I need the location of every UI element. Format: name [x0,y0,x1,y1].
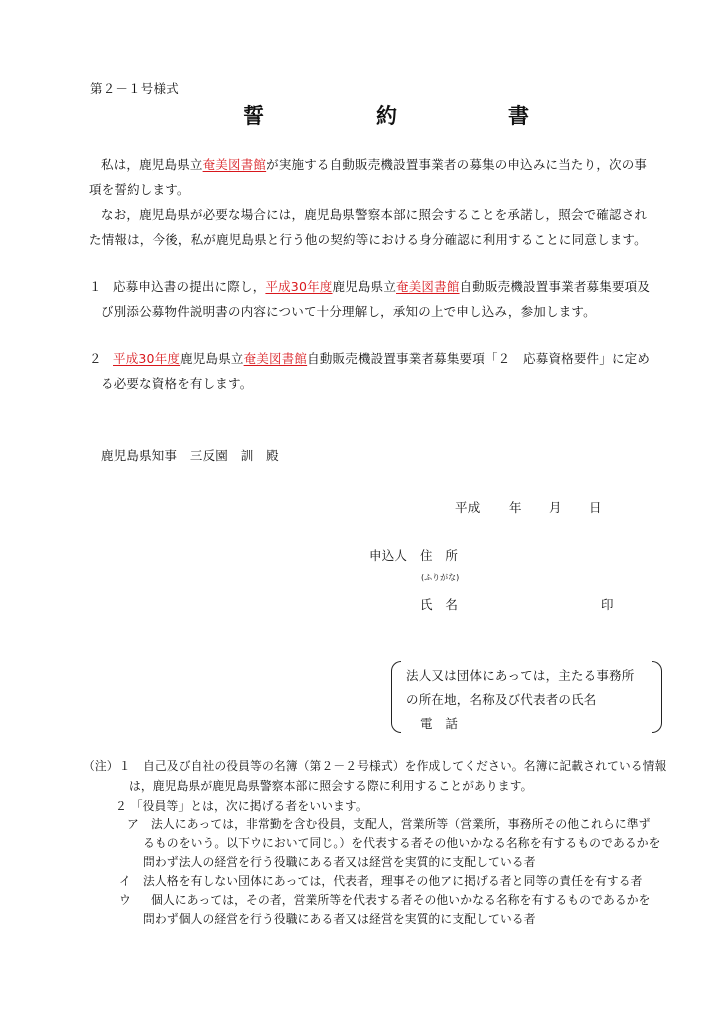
intro-text: が実施する自動販売機設置事業者の募集の申込みに当たり，次の事 [266,157,648,172]
note-a-line-3: 問わず法人の経営を行う役職にある者又は経営を実質的に支配している者 [143,855,536,869]
highlight-fiscal-year: 平成30年度 [113,351,181,366]
note-a-line-2: るものをいう。以下ウにおいて同じ。）を代表する者その他いかなる名称を有するものであるかを [143,836,661,850]
intro-line-1 [101,155,647,173]
item-text: 鹿児島県立 [332,279,397,294]
seal-mark: 印 [601,597,614,612]
notes-label: （注）１ [83,759,131,773]
note-box-line-1: 法人又は団体にあっては，主たる事務所 [406,668,635,683]
item-2-line-2: る必要な資格を有します。 [101,376,253,391]
date-month: 月 [549,500,562,515]
item-text: 自動販売機設置事業者募集要項及 [459,279,651,294]
item-1-number: １ [89,279,102,294]
highlight-library-name: 奄美図書館 [396,279,460,294]
form-number: 第２－１号様式 [90,81,179,96]
title-char-2: 約 [376,104,397,128]
furigana-label: (ふりがな) [421,573,460,582]
name-label: 氏 名 [420,597,459,612]
item-text: 鹿児島県立 [180,351,244,366]
item-text: 自動販売機設置事業者募集要項「２ 応募資格要件」に定め [307,351,651,366]
item-1-line-1 [113,277,650,295]
highlight-fiscal-year: 平成30年度 [265,279,333,294]
addressee: 鹿児島県知事 三反園 訓 殿 [101,448,279,463]
item-2-number: ２ [89,351,102,366]
address-label: 住 所 [420,548,459,563]
note-i-line-1: 法人格を有しない団体にあっては，代表者，理事その他アに掲げる者と同等の責任を有する者 [143,874,643,888]
title-char-3: 書 [508,104,529,128]
item-2-line-1 [113,349,650,367]
note-1-line-1: 自己及び自社の役員等の名簿（第２－２号様式）を作成してください。名簿に記載されている情報 [143,759,667,773]
date-year: 年 [509,500,522,515]
note-i-mark: イ [119,874,131,888]
intro-line-2: 項を誓約します。 [89,182,190,197]
item-text: 応募申込書の提出に際し， [113,279,266,294]
note-2-heading: ２ 「役員等」とは，次に掲げる者をいいます。 [115,799,368,813]
date-day: 日 [589,500,602,515]
applicant-label: 申込人 [369,548,408,563]
note-u-mark: ウ [119,893,131,907]
intro-line-4: た情報は，今後，私が鹿児島県と行う他の契約等における身分確認に利用することに同意します。 [89,232,647,247]
highlight-library-name: 奄美図書館 [243,351,308,366]
note-box-phone: 電 話 [420,716,459,731]
note-1-line-2: は，鹿児島県が鹿児島県警察本部に照会する際に利用することがあります。 [129,779,533,793]
intro-text: 私は，鹿児島県立 [101,157,203,172]
highlight-library-name: 奄美図書館 [202,157,267,172]
note-u-line-1: 個人にあっては，その者，営業所等を代表する者その他いかなる名称を有するものであるかを [151,893,651,907]
note-u-line-2: 問わず個人の経営を行う役職にある者又は経営を実質的に支配している者 [143,912,536,926]
intro-line-3: なお，鹿児島県が必要な場合には，鹿児島県警察本部に照会することを承諾し，照会で確認され [101,207,648,222]
date-era: 平成 [455,500,481,515]
bracket-left [391,661,401,733]
item-1-line-2: び別添公募物件説明書の内容について十分理解し，承知の上で申し込み，参加します。 [101,304,596,319]
title-char-1: 誓 [243,104,264,128]
note-box-line-2: の所在地，名称及び代表者の氏名 [406,692,597,707]
note-a-line-1: 法人にあっては，非常勤を含む役員，支配人，営業所等（営業所，事務所その他これらに準ず [151,817,651,831]
bracket-right [652,661,662,733]
note-a-mark: ア [127,817,139,831]
